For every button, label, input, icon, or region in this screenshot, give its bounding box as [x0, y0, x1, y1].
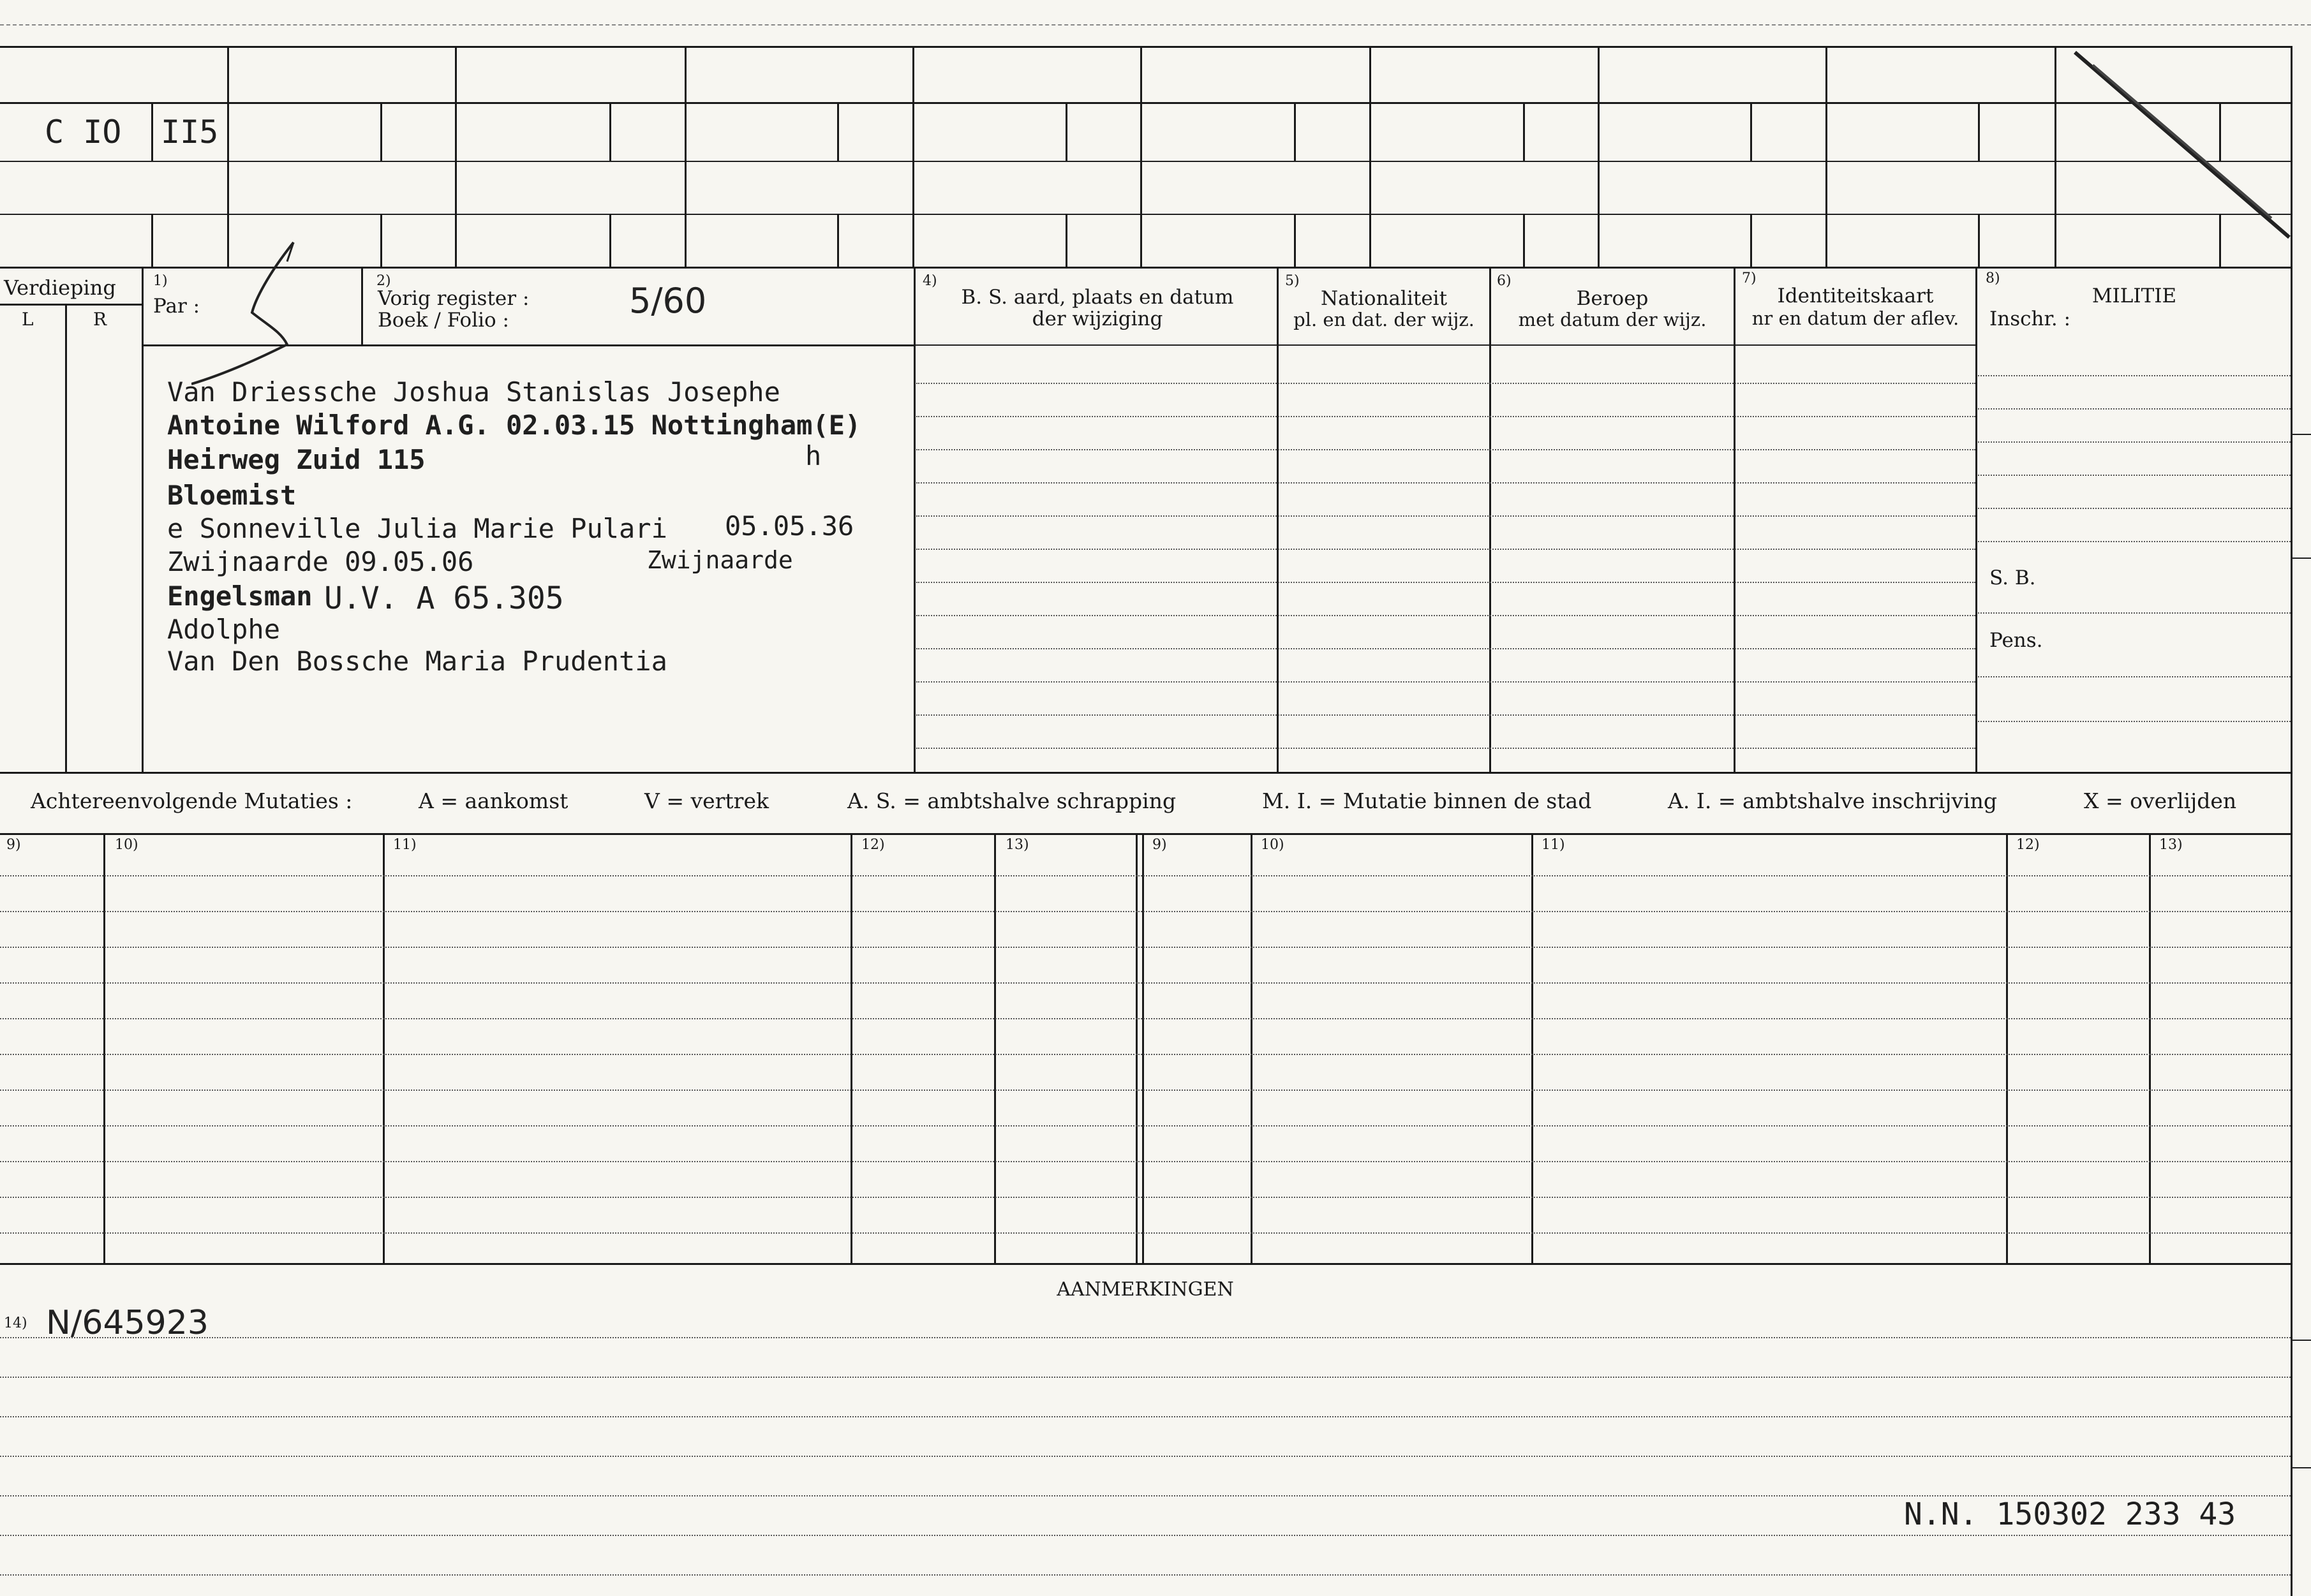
- record-line-8: Adolphe: [167, 614, 281, 645]
- boek-folio-label: Boek / Folio :: [378, 309, 509, 332]
- record-line-4: Bloemist: [167, 480, 297, 511]
- record-uv-number: U.V. A 65.305: [324, 580, 564, 616]
- beroep-num: 6): [1497, 273, 1512, 289]
- boek-folio-value: 5/60: [629, 281, 707, 321]
- aanmerkingen-num: 14): [4, 1315, 27, 1331]
- record-line-3: Heirweg Zuid 115: [167, 444, 426, 475]
- mut-col-10a: 10): [115, 837, 138, 853]
- col-l-label: L: [22, 309, 34, 330]
- record-line-2: Antoine Wilford A.G. 02.03.15 Nottingham(E): [167, 410, 861, 441]
- mut-col-9b: 9): [1152, 837, 1167, 853]
- id-label-2: nr en datum der aflev.: [1751, 307, 1959, 329]
- par-label: Par :: [153, 295, 200, 318]
- mut-col-13b: 13): [2159, 837, 2183, 853]
- record-line-9: Van Den Bossche Maria Prudentia: [167, 646, 667, 677]
- bs-label-2: der wijziging: [1032, 307, 1163, 330]
- mutatie-as: A. S. = ambtshalve schrapping: [847, 788, 1177, 813]
- record-line-5: e Sonneville Julia Marie Pulari: [167, 513, 667, 544]
- record-h-mark: h: [805, 440, 822, 471]
- nat-label-1: Nationaliteit: [1320, 287, 1448, 310]
- mutatie-a: A = aankomst: [419, 788, 568, 813]
- diagonal-strike: [2055, 46, 2291, 267]
- nat-label-2: pl. en dat. der wijz.: [1293, 309, 1475, 330]
- top-code-1: C IO: [45, 114, 122, 151]
- top-edge: [0, 24, 2311, 26]
- militie-pens-label: Pens.: [1989, 629, 2043, 652]
- bs-num: 4): [923, 273, 937, 289]
- beroep-label-1: Beroep: [1576, 287, 1649, 310]
- mut-col-9a: 9): [6, 837, 21, 853]
- mut-col-13a: 13): [1006, 837, 1029, 853]
- mutatie-x: X = overlijden: [2084, 788, 2237, 813]
- col-r-label: R: [93, 309, 107, 330]
- militie-inschr-label: Inschr. :: [1989, 307, 2071, 330]
- verdieping-label: Verdieping: [4, 276, 116, 300]
- militie-sb-label: S. B.: [1989, 566, 2036, 589]
- record-line-6: Zwijnaarde 09.05.06: [167, 546, 474, 577]
- mut-col-10b: 10): [1261, 837, 1284, 853]
- par-pen-mark: [191, 236, 306, 389]
- id-num: 7): [1742, 270, 1757, 286]
- record-line-7: Engelsman: [167, 580, 313, 612]
- id-label-1: Identiteitskaart: [1777, 284, 1934, 307]
- aanmerkingen-title: AANMERKINGEN: [1057, 1278, 1234, 1301]
- footer-code: N.N. 150302 233 43: [1904, 1496, 2236, 1532]
- beroep-label-2: met datum der wijz.: [1518, 309, 1707, 330]
- mut-col-12b: 12): [2016, 837, 2040, 853]
- mut-col-12a: 12): [861, 837, 885, 853]
- mutatie-mi: M. I. = Mutatie binnen de stad: [1262, 788, 1592, 813]
- record-marriage-date: 05.05.36: [725, 510, 854, 542]
- mil-num: 8): [1986, 270, 2000, 286]
- mutaties-title: Achtereenvolgende Mutaties :: [31, 788, 353, 813]
- mut-col-11a: 11): [393, 837, 417, 853]
- top-code-2: II5: [161, 114, 219, 151]
- bs-label-1: B. S. aard, plaats en datum: [961, 286, 1234, 309]
- record-line-1: Van Driessche Joshua Stanislas Josephe: [167, 376, 780, 408]
- par-num: 1): [153, 273, 168, 289]
- mutatie-ai: A. I. = ambtshalve inschrijving: [1668, 788, 1998, 813]
- mut-col-11b: 11): [1542, 837, 1565, 853]
- vorig-register-label: Vorig register :: [378, 287, 530, 310]
- record-marriage-place: Zwijnaarde: [647, 546, 793, 574]
- nat-num: 5): [1285, 273, 1300, 289]
- aanmerkingen-value: N/645923: [46, 1304, 209, 1342]
- militie-label: MILITIE: [2092, 284, 2177, 307]
- mutatie-v: V = vertrek: [644, 788, 769, 813]
- vorig-num: 2): [376, 273, 391, 289]
